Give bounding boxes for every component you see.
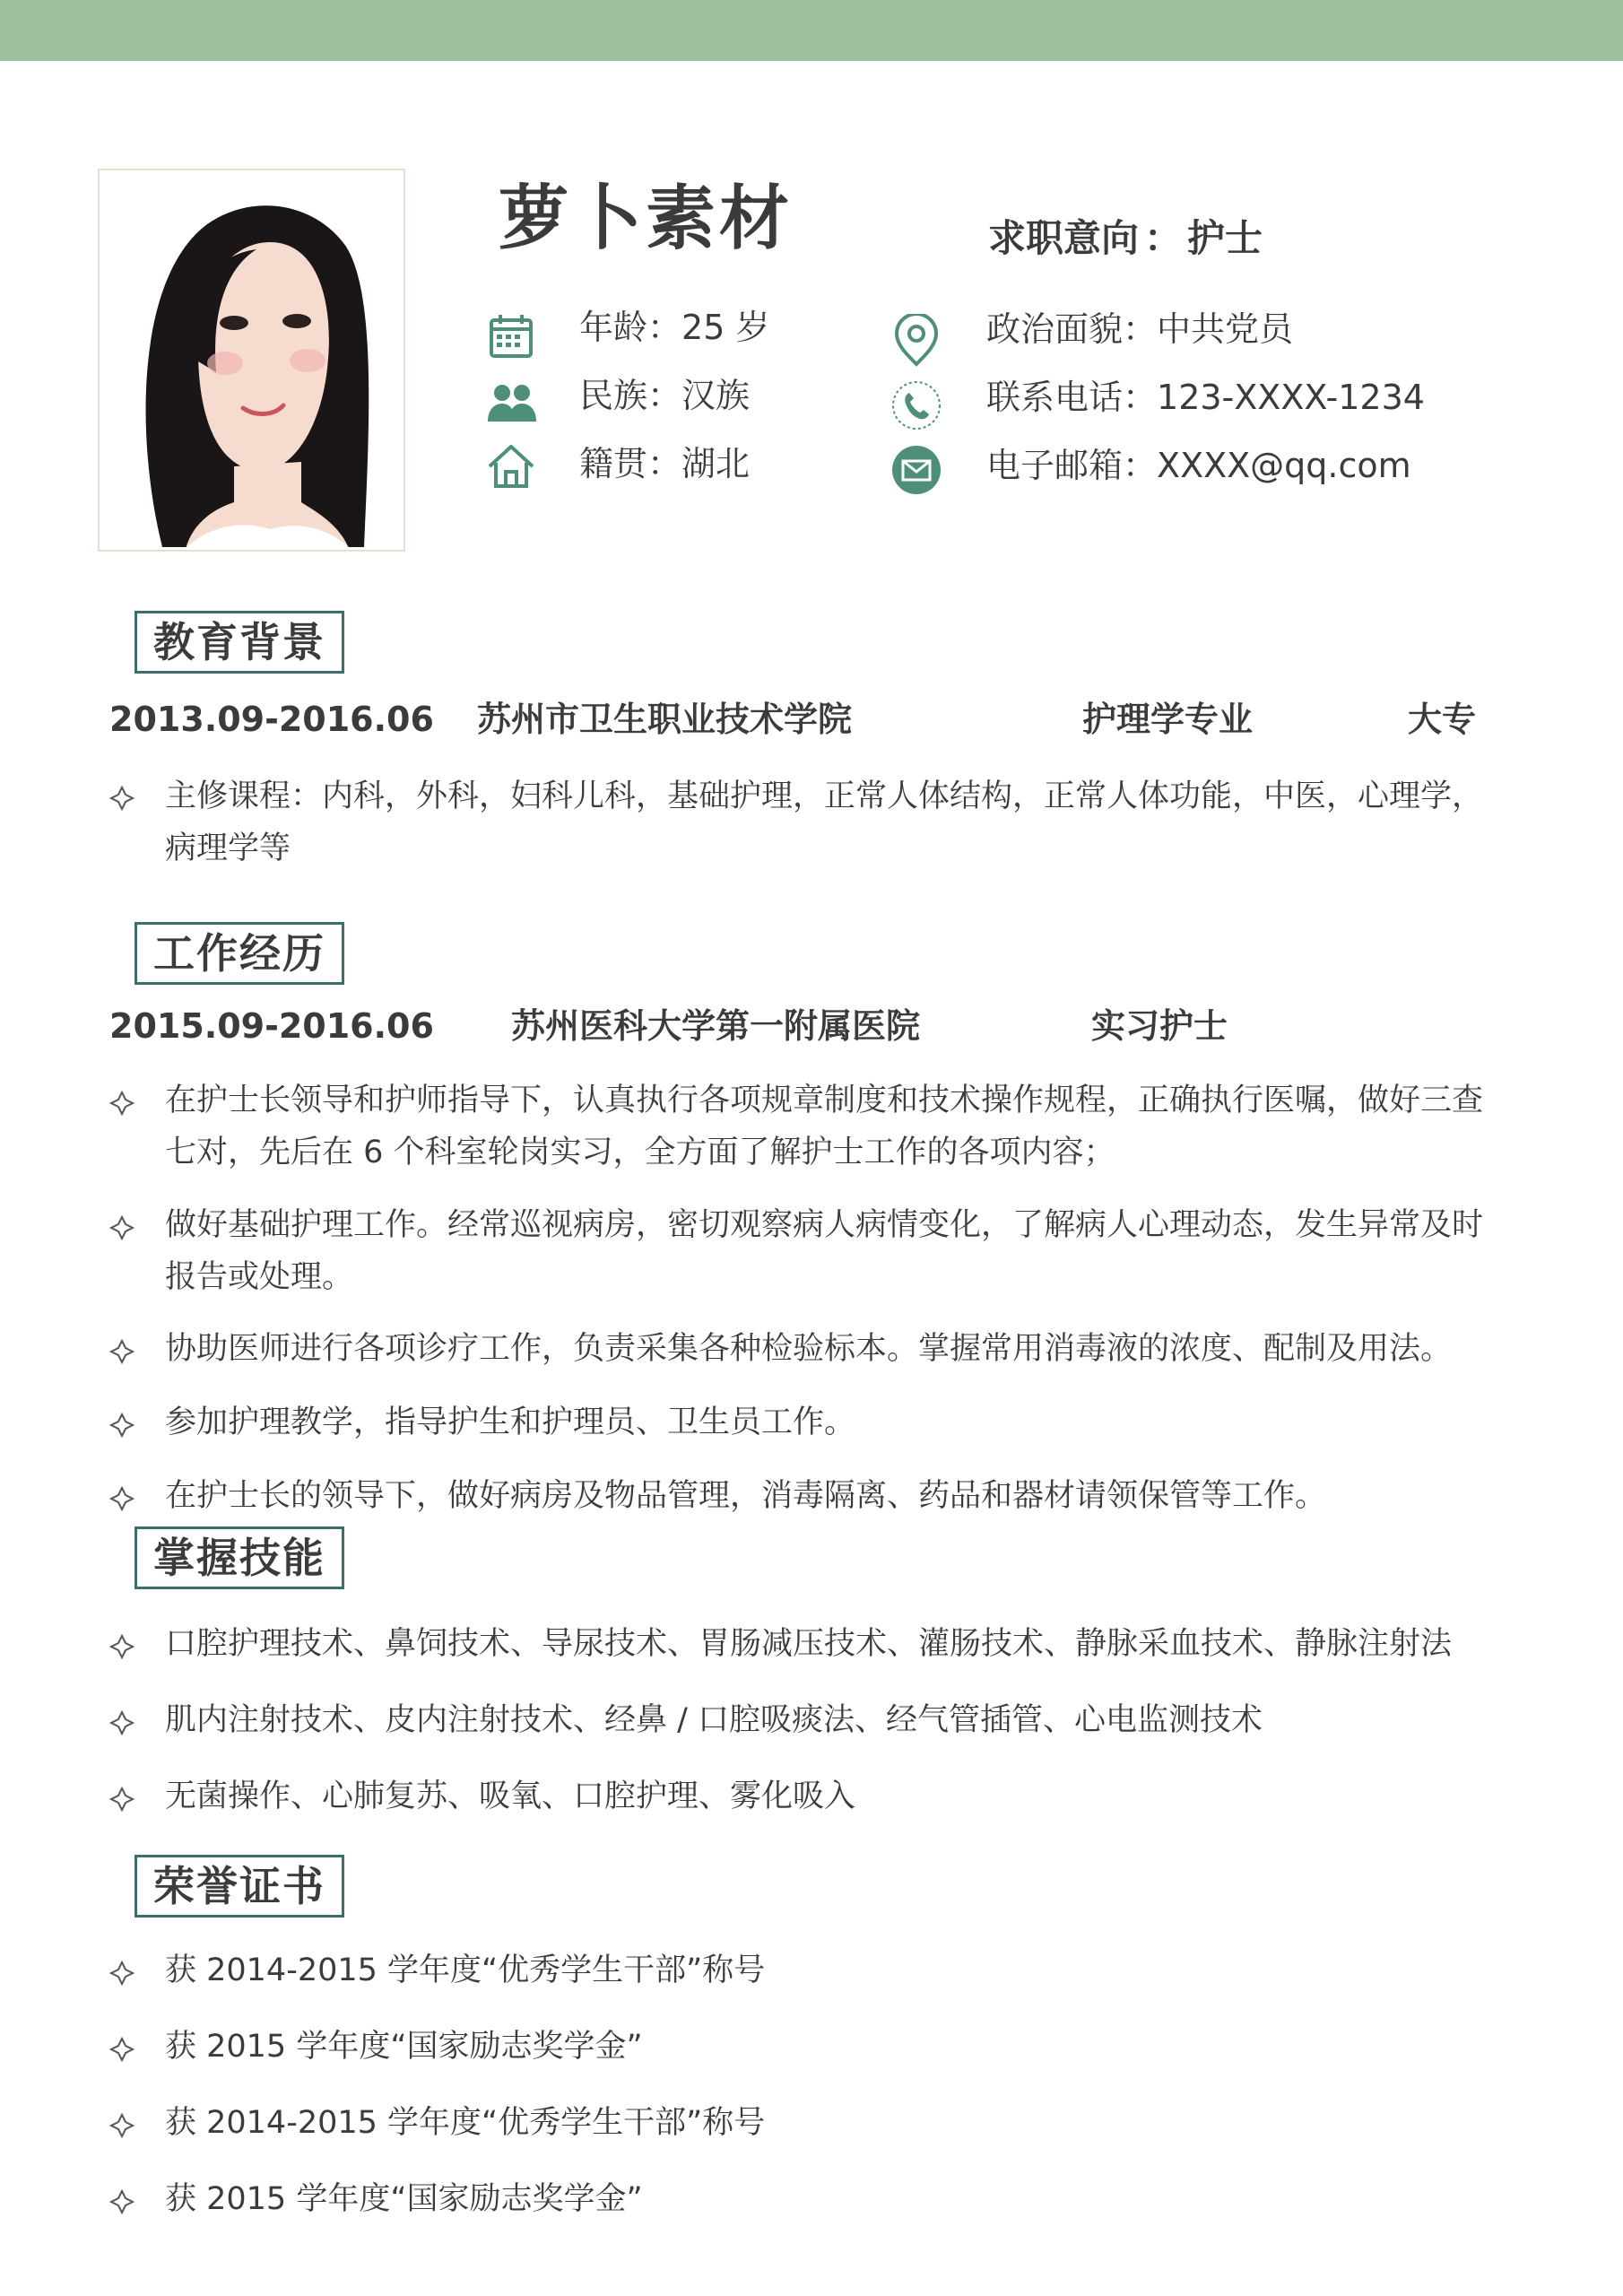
diamond-bullet-icon [109, 1961, 135, 1986]
skill-item: 口腔护理技术、鼻饲技术、导尿技术、胃肠减压技术、灌肠技术、静脉采血技术、静脉注射法 [165, 1626, 1453, 1662]
info-phone-label: 联系电话 [986, 378, 1124, 417]
info-age: 年龄：25 岁 [579, 308, 770, 347]
section-title-work: 工作经历 [135, 922, 344, 985]
job-objective: 求职意向 ： 护士 [988, 216, 1263, 260]
location-pin-icon [890, 314, 943, 368]
phone-icon [890, 378, 943, 432]
info-email-value: XXXX@qq.com [1157, 446, 1411, 485]
work-item: 在护士长的领导下，做好病房及物品管理，消毒隔离、药品和器材请领保管等工作。 [165, 1478, 1327, 1514]
info-political-value: 中共党员 [1157, 309, 1294, 349]
info-political-label: 政治面貌 [986, 309, 1124, 349]
education-courses: 主修课程：内科，外科，妇科儿科，基础护理，正常人体结构，正常人体功能，中医，心理学，病理学等 [165, 778, 1484, 866]
diamond-bullet-icon [109, 1339, 135, 1364]
info-hometown: 籍贯：湖北 [579, 444, 751, 483]
section-title-skills: 掌握技能 [135, 1526, 344, 1589]
diamond-bullet-icon [109, 1091, 135, 1116]
diamond-bullet-icon [109, 2189, 135, 2214]
info-email: 电子邮箱：XXXX@qq.com [986, 446, 1411, 485]
honor-item: 获 2015 学年度“国家励志奖学金” [165, 2029, 643, 2065]
section-title-honors: 荣誉证书 [135, 1855, 344, 1918]
skill-item: 肌内注射技术、皮内注射技术、经鼻 / 口腔吸痰法、经气管插管、心电监测技术 [165, 1702, 1263, 1738]
info-age-value: 25 岁 [681, 308, 770, 347]
info-political-status: 政治面貌：中共党员 [986, 309, 1294, 349]
diamond-bullet-icon [109, 1486, 135, 1511]
diamond-bullet-icon [109, 786, 135, 811]
info-email-label: 电子邮箱 [986, 446, 1124, 485]
work-organization: 苏州医科大学第一附属医院 [511, 1006, 921, 1046]
calendar-icon [484, 309, 538, 363]
work-item: 在护士长领导和护师指导下，认真执行各项规章制度和技术操作规程，正确执行医嘱，做好三查七对，先后在 6 个科室轮岗实习，全方面了解护士工作的各项内容； [165, 1083, 1484, 1170]
education-degree: 大专 [1408, 700, 1477, 739]
diamond-bullet-icon [109, 1215, 135, 1240]
education-period: 2013.09-2016.06 [109, 700, 434, 739]
honor-item: 获 2014-2015 学年度“优秀学生干部”称号 [165, 1952, 766, 1988]
work-role: 实习护士 [1091, 1006, 1228, 1046]
mail-icon [890, 443, 943, 497]
profile-photo [98, 169, 405, 552]
education-major: 护理学专业 [1082, 700, 1254, 739]
work-item: 做好基础护理工作。经常巡视病房，密切观察病人病情变化，了解病人心理动态，发生异常及时报告或处理。 [165, 1207, 1484, 1295]
info-phone: 联系电话：123-XXXX-1234 [986, 378, 1425, 417]
house-icon [484, 439, 538, 493]
objective-value: 护士 [1187, 216, 1263, 260]
education-school: 苏州市卫生职业技术学院 [477, 700, 853, 739]
info-phone-value: 123-XXXX-1234 [1157, 378, 1425, 417]
people-icon [484, 377, 538, 430]
info-ethnicity-label: 民族 [579, 376, 648, 415]
diamond-bullet-icon [109, 1634, 135, 1659]
objective-label: 求职意向 [988, 216, 1140, 260]
honor-item: 获 2015 学年度“国家励志奖学金” [165, 2181, 643, 2217]
candidate-name: 萝卜素材 [499, 178, 794, 259]
top-accent-bar [0, 0, 1623, 61]
skill-item: 无菌操作、心肺复苏、吸氧、口腔护理、雾化吸入 [165, 1779, 856, 1814]
diamond-bullet-icon [109, 1787, 135, 1812]
honor-item: 获 2014-2015 学年度“优秀学生干部”称号 [165, 2105, 766, 2141]
work-period: 2015.09-2016.06 [109, 1006, 434, 1046]
info-age-label: 年龄 [579, 308, 648, 347]
work-item: 协助医师进行各项诊疗工作，负责采集各种检验标本。掌握常用消毒液的浓度、配制及用法。 [165, 1331, 1453, 1367]
diamond-bullet-icon [109, 2113, 135, 2138]
info-hometown-label: 籍贯 [579, 444, 648, 483]
work-item: 参加护理教学，指导护生和护理员、卫生员工作。 [165, 1405, 856, 1440]
info-ethnicity: 民族：汉族 [579, 376, 751, 415]
diamond-bullet-icon [109, 2037, 135, 2062]
info-hometown-value: 湖北 [681, 444, 751, 483]
diamond-bullet-icon [109, 1413, 135, 1438]
info-ethnicity-value: 汉族 [681, 376, 751, 415]
diamond-bullet-icon [109, 1710, 135, 1735]
section-title-education: 教育背景 [135, 611, 344, 674]
